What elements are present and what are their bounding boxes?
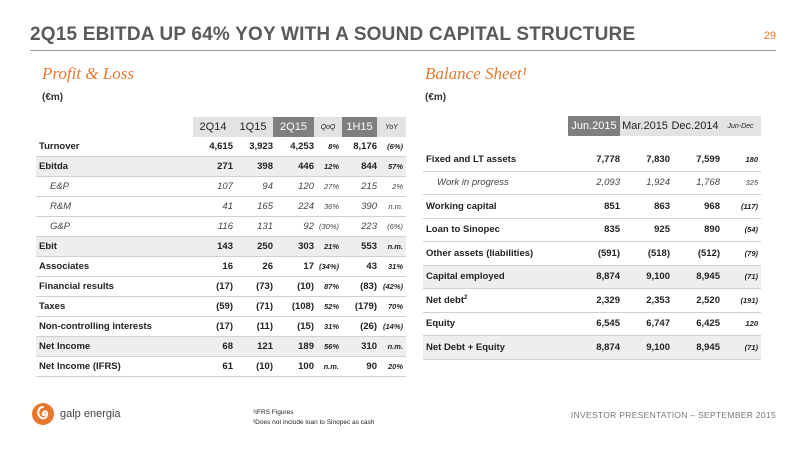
row-value: 61 [193, 357, 233, 377]
row-yoy: (14%) [377, 317, 406, 337]
row-qoq: (34%) [314, 257, 342, 277]
row-value: 2,329 [568, 289, 620, 313]
row-value: 189 [273, 337, 314, 357]
row-value: 8,945 [670, 265, 720, 289]
footnotes [253, 408, 374, 428]
row-label-text: Loan to Sinopec [426, 224, 500, 236]
row-yoy: (6%) [377, 137, 406, 157]
bs-col-jun-dec: Jun-Dec [720, 116, 761, 136]
table-row [423, 242, 761, 266]
table-row [36, 177, 406, 197]
table-row [36, 317, 406, 337]
row-value: (71) [233, 297, 273, 317]
row-value: 94 [233, 177, 273, 197]
row-label-text: Net debt [426, 294, 464, 306]
row-yoy: 70% [377, 297, 406, 317]
footnote-marker: 2 [464, 294, 468, 301]
row-value: 9,100 [620, 336, 670, 360]
row-change: 180 [720, 148, 761, 171]
row-label: Ebitda [36, 157, 193, 177]
row-value: 143 [193, 237, 233, 257]
row-value: (17) [193, 277, 233, 297]
row-value: 2,353 [620, 289, 670, 313]
row-yoy: 31% [377, 257, 406, 277]
row-1h15: 215 [342, 177, 377, 197]
bs-table [423, 116, 761, 360]
table-row [36, 257, 406, 277]
row-yoy: (6%) [377, 217, 406, 237]
row-yoy: n.m. [377, 197, 406, 217]
table-row [36, 337, 406, 357]
row-yoy: (42%) [377, 277, 406, 297]
table-row [36, 297, 406, 317]
table-row [36, 217, 406, 237]
row-value: 107 [193, 177, 233, 197]
row-value: 250 [233, 237, 273, 257]
pl-col-yoy: YoY [377, 117, 406, 137]
row-label: Net Income [36, 337, 193, 357]
row-yoy: n.m. [377, 337, 406, 357]
row-value: 8,874 [568, 336, 620, 360]
row-label: Taxes [36, 297, 193, 317]
row-qoq: 87% [314, 277, 342, 297]
bs-col-mar2015: Mar.2015 [620, 116, 670, 136]
row-value: 17 [273, 257, 314, 277]
row-1h15: (179) [342, 297, 377, 317]
row-label [423, 265, 568, 289]
row-value: 1,924 [620, 171, 670, 195]
row-label [423, 171, 568, 195]
row-qoq: n.m. [314, 357, 342, 377]
bs-header-row [423, 116, 761, 136]
table-row [36, 357, 406, 377]
row-qoq: (30%) [314, 217, 342, 237]
logo-text: galp energia [60, 408, 121, 420]
row-value: 446 [273, 157, 314, 177]
row-value: 4,615 [193, 137, 233, 157]
row-label: Ebit [36, 237, 193, 257]
table-row [423, 312, 761, 336]
row-yoy: 57% [377, 157, 406, 177]
footnote-2: ²Does not include loan to Sinopec as cash [253, 419, 375, 426]
row-change: (117) [720, 195, 761, 219]
table-row [423, 289, 761, 313]
row-value: 165 [233, 197, 273, 217]
row-1h15: 553 [342, 237, 377, 257]
row-label: Turnover [36, 137, 193, 157]
row-1h15: 844 [342, 157, 377, 177]
row-value: 2,520 [670, 289, 720, 313]
row-qoq: 36% [314, 197, 342, 217]
row-qoq: 21% [314, 237, 342, 257]
row-label-text: Other assets (liabilities) [426, 247, 534, 259]
row-value: 968 [670, 195, 720, 219]
row-qoq: 12% [314, 157, 342, 177]
table-row [36, 157, 406, 177]
row-change: (191) [720, 289, 761, 313]
row-value: (512) [670, 242, 720, 266]
row-1h15: 223 [342, 217, 377, 237]
page-title: 2Q15 EBITDA UP 64% YOY WITH A SOUND CAPITAL STRUCTURE [30, 24, 636, 45]
row-value: 7,830 [620, 148, 670, 171]
row-1h15: (26) [342, 317, 377, 337]
row-1h15: 8,176 [342, 137, 377, 157]
row-label [423, 336, 568, 360]
row-value: 9,100 [620, 265, 670, 289]
bs-col-dec2014: Dec.2014 [670, 116, 720, 136]
row-value: 16 [193, 257, 233, 277]
row-value: (59) [193, 297, 233, 317]
row-1h15: 390 [342, 197, 377, 217]
pl-header-row [36, 117, 406, 137]
row-value: (15) [273, 317, 314, 337]
row-value: 7,778 [568, 148, 620, 171]
row-value: 2,093 [568, 171, 620, 195]
row-change: 120 [720, 312, 761, 336]
footer-text: INVESTOR PRESENTATION – SEPTEMBER 2015 [570, 410, 776, 420]
row-value: 8,945 [670, 336, 720, 360]
row-value: (108) [273, 297, 314, 317]
row-value: 121 [233, 337, 273, 357]
row-value: 68 [193, 337, 233, 357]
row-value: 8,874 [568, 265, 620, 289]
row-value: 6,425 [670, 312, 720, 336]
row-label [423, 289, 568, 313]
row-change: (79) [720, 242, 761, 266]
table-row [36, 277, 406, 297]
table-row [36, 197, 406, 217]
row-label [423, 312, 568, 336]
row-qoq: 8% [314, 137, 342, 157]
title-divider [30, 50, 776, 51]
table-row [423, 171, 761, 195]
row-value: 100 [273, 357, 314, 377]
row-value: 863 [620, 195, 670, 219]
pl-col-qoq: QoQ [314, 117, 342, 137]
row-value: 3,923 [233, 137, 273, 157]
row-label [423, 148, 568, 171]
table-row [423, 265, 761, 289]
row-qoq: 27% [314, 177, 342, 197]
row-value: 26 [233, 257, 273, 277]
table-row [36, 237, 406, 257]
pl-col-2q14: 2Q14 [193, 117, 233, 137]
row-value: 224 [273, 197, 314, 217]
page-number: 29 [763, 30, 776, 42]
row-qoq: 52% [314, 297, 342, 317]
row-value: (11) [233, 317, 273, 337]
row-value: 271 [193, 157, 233, 177]
row-value: 41 [193, 197, 233, 217]
row-1h15: (83) [342, 277, 377, 297]
row-label: Associates [36, 257, 193, 277]
row-label: Net Income (IFRS) [36, 357, 193, 377]
row-label [423, 195, 568, 219]
row-value: 6,747 [620, 312, 670, 336]
pl-unit: (€m) [42, 92, 64, 103]
row-value: 303 [273, 237, 314, 257]
row-value: 925 [620, 218, 670, 242]
pl-col-2q15: 2Q15 [273, 117, 314, 137]
pl-title: Profit & Loss [42, 64, 134, 83]
row-label-text: Fixed and LT assets [426, 153, 517, 165]
row-value: 6,545 [568, 312, 620, 336]
row-change: 325 [720, 171, 761, 195]
row-yoy: 2% [377, 177, 406, 197]
row-qoq: 31% [314, 317, 342, 337]
row-qoq: 56% [314, 337, 342, 357]
row-change: (71) [720, 265, 761, 289]
row-1h15: 90 [342, 357, 377, 377]
row-label-text: Work in progress [437, 177, 509, 189]
row-label-text: Capital employed [426, 271, 505, 283]
row-label: E&P [36, 177, 193, 197]
row-1h15: 310 [342, 337, 377, 357]
row-value: 851 [568, 195, 620, 219]
row-value: 1,768 [670, 171, 720, 195]
row-label: R&M [36, 197, 193, 217]
row-value: 835 [568, 218, 620, 242]
row-value: 890 [670, 218, 720, 242]
galp-logo-icon [30, 401, 56, 427]
table-row [423, 218, 761, 242]
pl-table [36, 117, 406, 377]
row-value: 398 [233, 157, 273, 177]
row-1h15: 43 [342, 257, 377, 277]
row-label: Financial results [36, 277, 193, 297]
pl-col-1h15: 1H15 [342, 117, 377, 137]
bs-title: Balance Sheet¹ [425, 64, 527, 83]
row-change: (71) [720, 336, 761, 360]
row-label [423, 242, 568, 266]
row-value: 7,599 [670, 148, 720, 171]
row-value: 120 [273, 177, 314, 197]
row-label: G&P [36, 217, 193, 237]
row-label-text: Net Debt + Equity [426, 341, 505, 353]
row-label-text: Equity [426, 318, 456, 330]
row-value: (17) [193, 317, 233, 337]
table-row [423, 336, 761, 360]
table-row [423, 195, 761, 219]
company-logo [30, 401, 121, 427]
table-row [423, 148, 761, 171]
table-row [36, 137, 406, 157]
row-value: (10) [233, 357, 273, 377]
row-value: (10) [273, 277, 314, 297]
row-value: 4,253 [273, 137, 314, 157]
row-value: 92 [273, 217, 314, 237]
row-value: (518) [620, 242, 670, 266]
bs-col-jun2015: Jun.2015 [568, 116, 620, 136]
footnote-1: ¹IFRS Figures [253, 409, 294, 416]
pl-col-1q15: 1Q15 [233, 117, 273, 137]
row-value: 131 [233, 217, 273, 237]
row-yoy: n.m. [377, 237, 406, 257]
row-change: (54) [720, 218, 761, 242]
row-label-text: Working capital [426, 200, 497, 212]
row-yoy: 20% [377, 357, 406, 377]
row-value: 116 [193, 217, 233, 237]
row-value: (591) [568, 242, 620, 266]
row-label [423, 218, 568, 242]
row-value: (73) [233, 277, 273, 297]
row-label: Non-controlling interests [36, 317, 193, 337]
bs-unit: (€m) [425, 92, 447, 103]
